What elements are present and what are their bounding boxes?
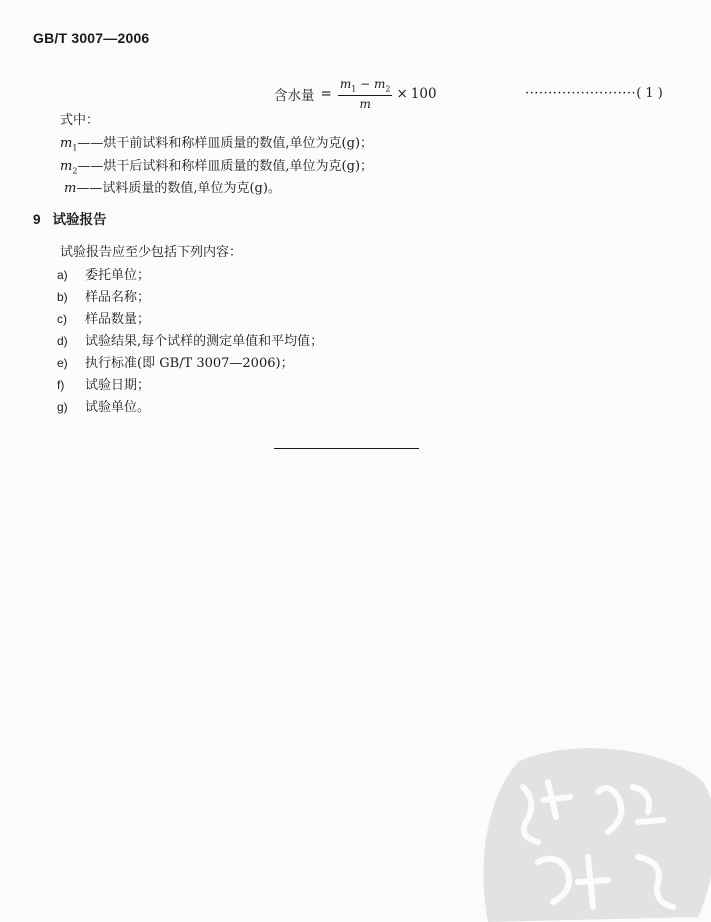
- variable-text: ——烘干后试料和称样皿质量的数值,单位为克(g)；: [77, 159, 374, 174]
- list-text: 样品名称；: [85, 290, 151, 305]
- list-marker: b): [57, 290, 68, 304]
- seal-watermark-icon: [478, 742, 711, 922]
- list-item: [57, 374, 150, 393]
- report-intro: 试验报告应至少包括下列内容：: [60, 245, 243, 260]
- formula-expression: [274, 76, 437, 112]
- list-item: [57, 264, 150, 283]
- list-text: 试验结果,每个试样的测定单值和平均值；: [85, 334, 324, 349]
- variable-definition: [60, 132, 373, 153]
- standard-code-header: GB/T 3007—2006: [33, 30, 150, 46]
- equation-number: [525, 86, 663, 101]
- list-text: 委托单位；: [85, 268, 151, 283]
- numerator-symbol-2: m: [373, 77, 386, 92]
- variable-definition: [60, 155, 373, 176]
- list-marker: f): [57, 378, 65, 392]
- list-marker: g): [57, 400, 68, 414]
- formula-factor: 100: [410, 86, 437, 102]
- numerator-minus: −: [356, 77, 374, 92]
- list-text: 试验日期；: [85, 378, 151, 393]
- list-text: 样品数量；: [85, 312, 151, 327]
- list-text: 试验单位。: [85, 400, 151, 415]
- leader-dots: ························: [525, 86, 637, 101]
- list-item: [57, 396, 150, 415]
- equation-number-label: ( 1 ): [636, 86, 663, 101]
- fraction-numerator: [338, 77, 393, 95]
- variable-text: ——烘干前试料和称样皿质量的数值,单位为克(g)；: [77, 136, 374, 151]
- fraction-denominator: m: [359, 96, 371, 111]
- variable-symbol: m: [60, 136, 73, 151]
- where-label: 式中：: [60, 113, 100, 128]
- variable-subscript: 1: [72, 143, 78, 153]
- formula-fraction: [338, 77, 393, 110]
- list-marker: e): [57, 356, 68, 370]
- variable-symbol: m: [64, 181, 77, 196]
- list-marker: a): [57, 268, 68, 282]
- section-heading: [33, 208, 107, 228]
- variable-subscript: 2: [72, 166, 78, 176]
- section-title: 试验报告: [52, 212, 107, 228]
- formula-equals: =: [320, 86, 332, 102]
- formula-lhs: 含水量: [274, 88, 315, 104]
- list-marker: d): [57, 334, 68, 348]
- numerator-subscript-2: 2: [385, 84, 391, 94]
- section-number: 9: [33, 212, 41, 227]
- variable-definition: [64, 177, 281, 196]
- list-item: [57, 352, 294, 371]
- end-rule: [274, 448, 419, 449]
- list-marker: c): [57, 312, 67, 326]
- numerator-symbol-1: m: [339, 77, 352, 92]
- list-item: [57, 286, 150, 305]
- list-item: [57, 330, 323, 349]
- formula-times: ×: [396, 86, 408, 102]
- list-text: 执行标准(即 GB/T 3007—2006)；: [85, 356, 294, 371]
- numerator-subscript-1: 1: [351, 84, 357, 94]
- variable-text: ——试料质量的数值,单位为克(g)。: [76, 181, 281, 196]
- list-item: [57, 308, 150, 327]
- variable-symbol: m: [60, 159, 73, 174]
- moisture-formula: [0, 76, 711, 112]
